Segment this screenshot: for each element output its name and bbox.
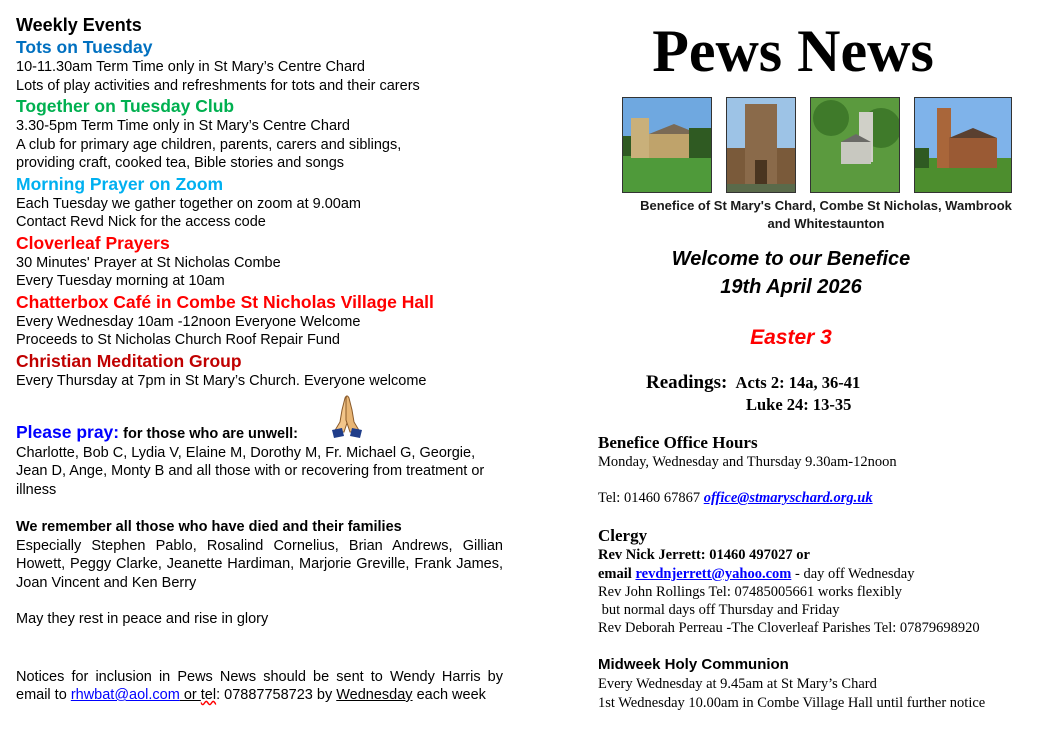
event-title-meditation: Christian Meditation Group [16,350,242,371]
pray-subtitle: for those who are unwell: [119,426,298,442]
praying-hands-icon [330,392,364,438]
church-photo-4 [914,97,1012,193]
easter-title: Easter 3 [750,326,832,349]
office-tel: Tel: 01460 67867 [598,490,704,507]
rest-in-peace: May they rest in peace and rise in glory [16,611,269,627]
clergy-heading: Clergy [598,526,648,546]
communion-line: 1st Wednesday 10.00am in Combe Village Hall until further notice [598,694,986,711]
nick-email-link[interactable]: revdnjerrett@yahoo.com [635,565,792,582]
reading-2: Luke 24: 13-35 [746,395,852,414]
pray-label: Please pray: [16,422,120,442]
event-title-together-club: Together on Tuesday Club [16,96,235,116]
event-line: Every Tuesday morning at 10am [16,273,225,289]
event-line: Contact Revd Nick for the access code [16,214,266,230]
caption-line: Benefice of St Mary's Chard, Combe St Nicholas, Wambrook [640,198,1012,213]
office-contact [598,489,1048,507]
communion-heading: Midweek Holy Communion [598,656,789,674]
event-title-chatterbox: Chatterbox Café in Combe St Nicholas Village Hall [16,291,434,312]
event-line: providing craft, cooked tea, Bible stories and songs [16,155,345,171]
office-heading: Benefice Office Hours [598,433,758,452]
event-line: Every Wednesday 10am -12noon Everyone Welcome [16,313,361,330]
event-line: A club for primary age children, parents, carers and siblings, [16,136,402,153]
remember-heading: We remember all those who have died and their families [16,519,402,535]
communion-line: Every Wednesday at 9.45am at St Mary’s Chard [598,676,877,693]
event-title-morning-prayer: Morning Prayer on Zoom [16,173,224,194]
pray-heading [16,423,506,444]
day-off: - day off Wednesday [791,565,915,582]
newsletter-title: Pews News [652,18,934,84]
clergy-john-days: but normal days off Thursday and Friday [598,602,840,619]
pray-list: Charlotte, Bob C, Lydia V, Elaine M, Dorothy M, Fr. Michael G, Georgie, Jean D, Ange, Monty B and all those with or recovering from treatment or illness [16,444,485,498]
email-label: email [598,565,636,582]
notices-email-link[interactable]: rhwbat@aol.com [70,687,180,703]
caption-line: and Whitestaunton [767,216,885,231]
clergy-nick-email [598,565,1048,583]
office-hours: Monday, Wednesday and Thursday 9.30am-12noon [598,454,897,470]
weekly-events-heading: Weekly Events [16,15,142,35]
event-line: Lots of play activities and refreshments for tots and their carers [16,77,420,94]
event-line: Every Thursday at 7pm in St Mary’s Church. Everyone welcome [16,372,427,389]
event-line: 30 Minutes' Prayer at St Nicholas Combe [16,254,281,271]
event-title-cloverleaf: Cloverleaf Prayers [16,232,170,253]
event-line: Each Tuesday we gather together on zoom at 9.00am [16,195,361,212]
clergy-deborah: Rev Deborah Perreau -The Cloverleaf Parishes Tel: 07879698920 [598,620,980,637]
church-photos [622,97,1018,193]
church-photo-2 [726,97,796,193]
notices-or: or [179,687,201,703]
readings-label: Readings: [646,372,728,393]
clergy-john: Rev John Rollings Tel: 07485005661 works flexibly [598,583,903,600]
benefice-caption [628,197,1024,233]
info-block [598,432,1048,712]
event-line: 3.30-5pm Term Time only in St Mary’s Centre Chard [16,118,350,134]
notices-pre: Notices for inclusion in Pews News should be sent to Wendy Harris by email to [16,669,503,703]
welcome-block [638,245,944,301]
church-photo-1 [622,97,712,193]
office-email-link[interactable]: office@stmaryschard.org.uk [703,490,873,507]
event-title-tots: Tots on Tuesday [16,37,153,57]
reading-1: Acts 2: 14a, 36-41 [735,373,861,392]
welcome-date: 19th April 2026 [720,276,862,298]
readings-block [646,372,860,416]
clergy-nick: Rev Nick Jerrett: 01460 497027 or [598,547,810,564]
event-line: Proceeds to St Nicholas Church Roof Repair Fund [16,332,340,348]
notices-text [16,668,503,704]
notices-post: each week [412,687,486,703]
event-line: 10-11.30am Term Time only in St Mary’s Centre Chard [16,59,365,75]
remember-list: Especially Stephen Pablo, Rosalind Cornelius, Brian Andrews, Gillian Howett, Peggy Clarke, Jeanette Hardiman, Marjorie Greville, Frank James, Joan Vincent and Ken Berry [16,537,503,591]
welcome-line: Welcome to our Benefice [671,248,911,270]
notices-tel: tel [200,687,217,703]
notices-day: Wednesday [336,687,413,703]
notices-phone: : 07887758723 by [216,687,337,703]
church-photo-3 [810,97,900,193]
left-column [16,14,506,629]
